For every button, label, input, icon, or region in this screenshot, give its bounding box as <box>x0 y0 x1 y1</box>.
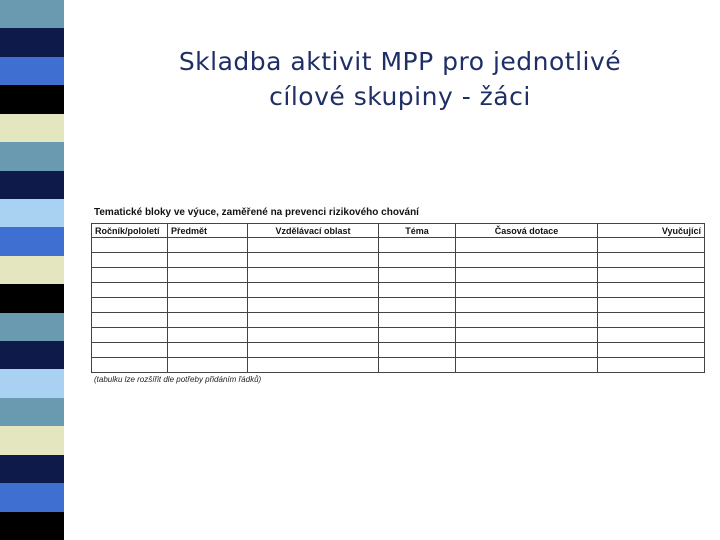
stripe-segment <box>0 256 68 284</box>
stripe-segment <box>0 483 68 511</box>
table-cell <box>379 253 456 268</box>
table-cell <box>598 283 705 298</box>
table-cell <box>92 238 168 253</box>
stripe-segment <box>0 227 68 255</box>
table-cell <box>168 343 248 358</box>
table-row <box>92 238 705 253</box>
table-cell <box>168 298 248 313</box>
stripe-segment <box>0 28 68 56</box>
stripe-segment <box>0 284 68 312</box>
stripe-segment <box>0 199 68 227</box>
table-cell <box>168 283 248 298</box>
stripe-segment <box>0 512 68 540</box>
table-cell <box>456 343 598 358</box>
table-cell <box>168 238 248 253</box>
stripe-segment <box>0 114 68 142</box>
table-cell <box>379 268 456 283</box>
table-cell <box>92 253 168 268</box>
column-header-education-area: Vzdělávací oblast <box>248 224 379 238</box>
table-cell <box>379 283 456 298</box>
table-cell <box>248 283 379 298</box>
stripe-segment <box>0 142 68 170</box>
table-row <box>92 343 705 358</box>
stripe-segment <box>0 57 68 85</box>
table-cell <box>456 238 598 253</box>
table-cell <box>92 268 168 283</box>
table-cell <box>248 238 379 253</box>
table-cell <box>456 328 598 343</box>
table-cell <box>379 358 456 373</box>
table-cell <box>598 328 705 343</box>
table-header-row <box>92 224 705 238</box>
table-row <box>92 328 705 343</box>
stripe-segment <box>0 171 68 199</box>
table-cell <box>92 343 168 358</box>
stripe-segment <box>0 369 68 397</box>
column-header-time-allocation: Časová dotace <box>456 224 598 238</box>
decorative-stripe-bar <box>0 0 68 540</box>
table-cell <box>92 298 168 313</box>
column-header-grade: Ročník/pololetí <box>92 224 168 238</box>
slide-title-line-2: cílové skupiny - žáci <box>269 82 531 111</box>
table-cell <box>168 268 248 283</box>
table-cell <box>379 328 456 343</box>
table-cell <box>379 313 456 328</box>
table-row <box>92 298 705 313</box>
table-cell <box>456 268 598 283</box>
table-cell <box>598 313 705 328</box>
table-cell <box>248 313 379 328</box>
slide-title <box>100 44 700 114</box>
table-cell <box>168 328 248 343</box>
stripe-segment <box>0 426 68 454</box>
table-cell <box>598 253 705 268</box>
table-cell <box>598 358 705 373</box>
table-cell <box>379 343 456 358</box>
table-body <box>92 238 705 373</box>
table-caption: Tematické bloky ve výuce, zaměřené na prevenci rizikového chování <box>94 207 419 218</box>
table-note: (tabulku lze rozšířit dle potřeby přidáním řádků) <box>94 375 262 384</box>
column-header-subject: Předmět <box>168 224 248 238</box>
table-cell <box>598 268 705 283</box>
table-cell <box>248 253 379 268</box>
table-row <box>92 313 705 328</box>
column-header-teacher: Vyučující <box>598 224 705 238</box>
table-row <box>92 358 705 373</box>
table-cell <box>456 298 598 313</box>
table-cell <box>456 283 598 298</box>
table-cell <box>168 253 248 268</box>
table-cell <box>92 328 168 343</box>
table-cell <box>456 358 598 373</box>
table-cell <box>248 268 379 283</box>
stripe-segment <box>0 455 68 483</box>
stripe-segment <box>0 398 68 426</box>
stripe-segment <box>0 341 68 369</box>
table-cell <box>598 343 705 358</box>
table-cell <box>248 358 379 373</box>
stripe-segment <box>0 313 68 341</box>
slide-title-line-1: Skladba aktivit MPP pro jednotlivé <box>178 47 622 76</box>
table-cell <box>92 358 168 373</box>
table-cell <box>92 313 168 328</box>
table-cell <box>168 358 248 373</box>
table-row <box>92 283 705 298</box>
activity-table <box>91 223 705 373</box>
table-cell <box>456 313 598 328</box>
table-row <box>92 253 705 268</box>
table-cell <box>379 298 456 313</box>
stripe-segment <box>0 85 68 113</box>
table-cell <box>248 343 379 358</box>
stripe-segment <box>0 0 68 28</box>
table-cell <box>248 298 379 313</box>
table-row <box>92 268 705 283</box>
table-cell <box>168 313 248 328</box>
table-cell <box>92 283 168 298</box>
column-header-topic: Téma <box>379 224 456 238</box>
table-cell <box>456 253 598 268</box>
table-cell <box>379 238 456 253</box>
table-cell <box>598 238 705 253</box>
activity-table-section <box>91 207 705 384</box>
table-cell <box>598 298 705 313</box>
table-cell <box>248 328 379 343</box>
